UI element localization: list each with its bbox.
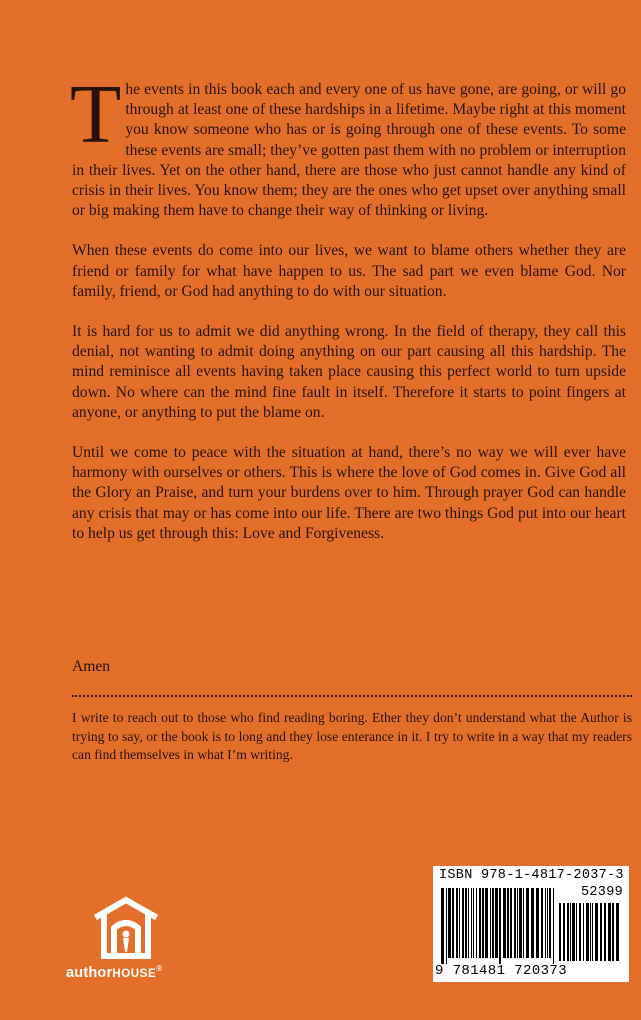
barcode-bar: [590, 903, 591, 961]
barcode-bar: [547, 888, 548, 958]
barcode-bar: [456, 888, 458, 958]
publisher-name: [66, 964, 206, 981]
barcode-bar: [490, 888, 491, 958]
barcode-bar: [485, 888, 488, 958]
barcode-bar: [612, 903, 614, 961]
barcode-bar: [473, 888, 474, 958]
drop-cap: T: [70, 68, 122, 161]
barcode-bar: [471, 888, 472, 958]
paragraph-3: It is hard for us to admit we did anything wrong. In the field of therapy, they call this denial, not wanting to admit doing anything on our part causing all this hardship. The mind reminisce all events having taken place causing this perfect world to turn upside down. No where can the mind fine fault in itself. Therefore it starts to point fingers at anyone, or anything to put the blame on.: [72, 323, 626, 421]
barcode-bar: [541, 888, 543, 958]
barcode-bar: [563, 903, 565, 961]
publisher-name-upper: HOUSE: [112, 967, 157, 980]
registered-mark: ®: [156, 964, 163, 973]
barcode-bar: [514, 888, 516, 958]
barcode-bar: [519, 888, 522, 958]
barcode-bar: [600, 903, 602, 961]
barcode-bar: [476, 888, 477, 958]
authorhouse-logo-icon: [94, 894, 158, 960]
barcode-bar: [545, 888, 546, 958]
dotted-divider: [72, 695, 632, 697]
barcode-bar: [536, 888, 539, 958]
barcode-bar: [572, 903, 575, 961]
barcode-bar: [608, 903, 611, 961]
barcode-bar: [595, 903, 598, 961]
barcode-bar: [479, 888, 481, 958]
isbn-barcode: [433, 866, 629, 982]
addon-barcode-bars: [559, 903, 623, 963]
barcode-bar: [499, 888, 501, 964]
barcode-bar: [452, 888, 454, 958]
paragraph-1: [70, 68, 626, 221]
barcode-bar: [448, 888, 451, 958]
barcode-bar: [510, 888, 512, 958]
author-blurb: I write to reach out to those who find reading boring. Ether they don’t understand what the Author is trying to say, or the book is to long and they lose enterance in it. I try to write in a way that my readers can find themselves in what I’m writing.: [72, 710, 632, 763]
paragraph-4: Until we come to peace with the situation at hand, there’s no way we will ever have harmony with ourselves or others. This is where the love of God comes in. Give God all the Glory an Praise, and turn your burdens over to him. Through prayer God can handle any crisis that may or has come into our life. There are two things God put into our heart to help us get through this: Love and Forgiveness.: [72, 444, 626, 542]
barcode-bar: [507, 888, 509, 958]
barcode-bar: [616, 903, 619, 961]
barcode-bar: [465, 888, 467, 958]
barcode-bar: [517, 888, 518, 958]
barcode-bar: [583, 903, 584, 961]
barcode-bar: [553, 888, 554, 964]
barcode-bar: [482, 888, 484, 958]
publisher-logo: [66, 894, 206, 994]
barcode-bar: [592, 903, 593, 961]
back-cover-text: [70, 68, 626, 564]
barcode-bar: [492, 888, 494, 958]
barcode-bar: [462, 888, 464, 958]
isbn-label: ISBN 978-1-4817-2037-3: [439, 868, 624, 883]
barcode-bar: [559, 903, 561, 961]
barcode-bar: [441, 888, 444, 964]
barcode-bar: [570, 903, 571, 961]
barcode-bar: [523, 888, 524, 958]
barcode-bar: [446, 888, 447, 964]
barcode-bar: [576, 903, 577, 961]
barcode-bar: [526, 888, 529, 958]
barcode-bar: [604, 903, 606, 961]
barcode-bar: [503, 888, 506, 958]
barcode-bar: [459, 888, 460, 958]
publisher-name-lower: author: [66, 964, 113, 981]
ean-digits: 9 781481 720373: [435, 963, 568, 979]
barcode-bar: [495, 888, 498, 958]
barcode-bar: [579, 903, 581, 961]
price-addon-code: 52399: [580, 885, 623, 900]
paragraph-1-text: he events in this book each and every one of us have gone, are going, or will go through at least one of these hardships in a lifetime. Maybe right at this moment you know someone who has or is going through one of these events. To some these events are small; they’ve gotten past them with no problem or interruption in their lives. Yet on the other hand, there are those who just cannot handle any kind of crisis in their lives. You know them; they are the ones who get upset over anything small or big making them have to change their way of thinking or living.: [72, 81, 626, 220]
ean-barcode-bars: [441, 888, 557, 964]
barcode-bar: [586, 903, 589, 961]
barcode-bar: [567, 903, 569, 961]
barcode-bar: [531, 888, 534, 958]
barcode-bar: [549, 888, 551, 958]
closing-amen: Amen: [72, 658, 111, 675]
barcode-bar: [468, 888, 469, 958]
paragraph-2: When these events do come into our lives, we want to blame others whether they are friend or family for what have happen to us. The sad part we even blame God. Nor family, friend, or God had anything to do with our situation.: [72, 242, 626, 300]
